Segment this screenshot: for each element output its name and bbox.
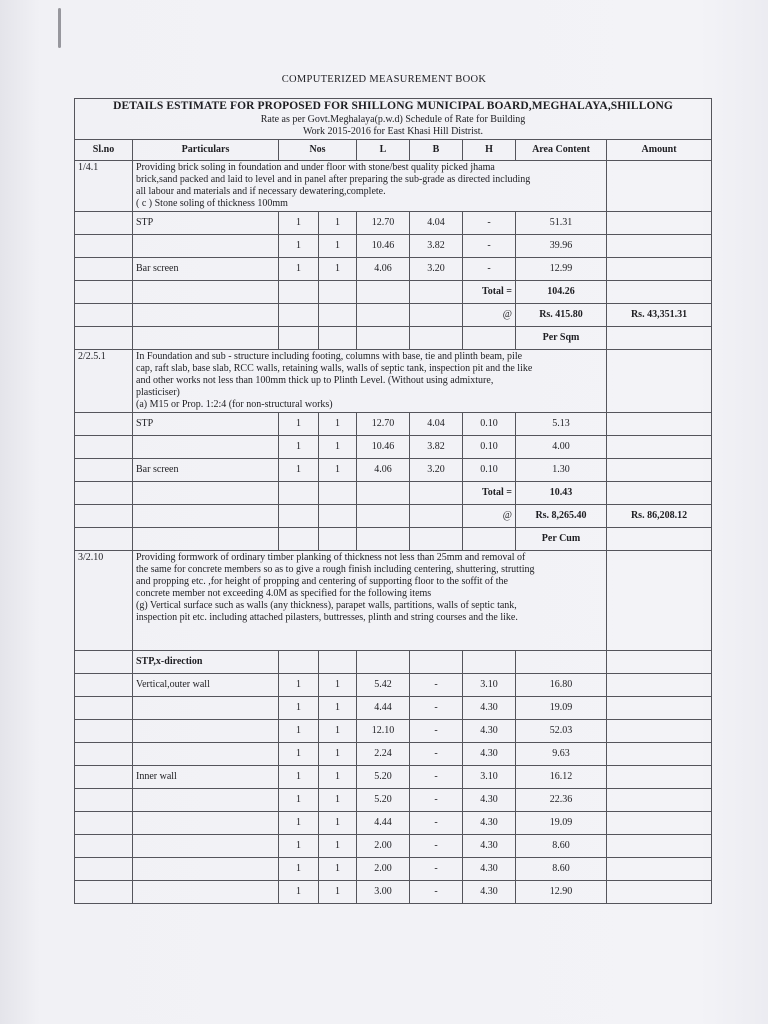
row-amount — [607, 257, 712, 280]
blank-cell — [410, 326, 463, 349]
nos-multiplier: 1 — [319, 435, 357, 458]
blank-cell — [410, 280, 463, 303]
item-amount-blank — [607, 550, 712, 650]
row-amount — [607, 788, 712, 811]
length-value: 4.06 — [357, 257, 410, 280]
row-amount — [607, 834, 712, 857]
nos-multiplier: 1 — [319, 742, 357, 765]
height-value: 4.30 — [463, 696, 516, 719]
nos-count: 1 — [279, 811, 319, 834]
measurement-table — [74, 98, 712, 904]
area-content-value: 19.09 — [516, 696, 607, 719]
blank-cell — [319, 527, 357, 550]
nos-count: 1 — [279, 857, 319, 880]
nos-multiplier: 1 — [319, 412, 357, 435]
description-line: In Foundation and sub - structure including footing, columns with base, tie and plinth beam, pile — [136, 350, 523, 362]
blank-cell — [75, 481, 133, 504]
blank-cell — [357, 527, 410, 550]
breadth-value: - — [410, 811, 463, 834]
blank-cell — [463, 326, 516, 349]
area-content-value: 12.99 — [516, 257, 607, 280]
nos-multiplier: 1 — [319, 458, 357, 481]
nos-multiplier: 1 — [319, 788, 357, 811]
item-serial-number: 2/2.5.1 — [75, 349, 133, 412]
blank-cell — [357, 303, 410, 326]
nos-count: 1 — [279, 211, 319, 234]
description-line: and propping etc. ,for height of propping and centering of supporting floor to the soffit of the — [136, 575, 508, 587]
height-value: - — [463, 234, 516, 257]
blank-cell — [279, 527, 319, 550]
rate-value: Rs. 8,265.40 — [516, 504, 607, 527]
area-content-value: 8.60 — [516, 834, 607, 857]
blank-cell — [133, 481, 279, 504]
blank-cell — [357, 504, 410, 527]
blank-cell — [410, 650, 463, 673]
page-header: COMPUTERIZED MEASUREMENT BOOK — [281, 74, 487, 85]
measurement-row — [75, 458, 712, 481]
blank-cell — [279, 650, 319, 673]
measurement-row — [75, 880, 712, 903]
blank-cell — [279, 280, 319, 303]
description-line: inspection pit etc. including attached pilasters, buttresses, plinth and string courses and the like. — [136, 611, 518, 623]
nos-multiplier: 1 — [319, 211, 357, 234]
measurement-row — [75, 211, 712, 234]
blank-cell — [357, 326, 410, 349]
nos-multiplier: 1 — [319, 234, 357, 257]
measurement-row — [75, 435, 712, 458]
slno-blank — [75, 880, 133, 903]
blank-cell — [410, 481, 463, 504]
row-amount — [607, 880, 712, 903]
measurement-row — [75, 765, 712, 788]
breadth-value: 3.20 — [410, 458, 463, 481]
breadth-value: - — [410, 719, 463, 742]
row-label — [133, 696, 279, 719]
item-description — [133, 160, 607, 211]
description-line: (a) M15 or Prop. 1:2:4 (for non-structural works) — [136, 398, 333, 410]
slno-blank — [75, 788, 133, 811]
area-content-value: 16.80 — [516, 673, 607, 696]
nos-multiplier: 1 — [319, 765, 357, 788]
row-label — [133, 857, 279, 880]
row-amount — [607, 696, 712, 719]
measurement-row — [75, 257, 712, 280]
description-line: cap, raft slab, base slab, RCC walls, retaining walls, walls of septic tank, inspection pit and the like — [136, 362, 533, 374]
breadth-value: - — [410, 880, 463, 903]
area-content-value: 5.13 — [516, 412, 607, 435]
blank-cell — [133, 527, 279, 550]
blank-cell — [75, 280, 133, 303]
breadth-value: - — [410, 673, 463, 696]
row-amount — [607, 458, 712, 481]
item-serial-number: 1/4.1 — [75, 160, 133, 211]
blank-cell — [75, 326, 133, 349]
height-value: 0.10 — [463, 435, 516, 458]
nos-count: 1 — [279, 412, 319, 435]
breadth-value: 4.04 — [410, 211, 463, 234]
height-value: 3.10 — [463, 673, 516, 696]
slno-blank — [75, 834, 133, 857]
area-content-value: 9.63 — [516, 742, 607, 765]
total-label: Total = — [463, 481, 516, 504]
col-h: H — [463, 139, 516, 160]
blank-cell — [133, 303, 279, 326]
row-amount — [607, 435, 712, 458]
item-description-row — [75, 349, 712, 412]
height-value: - — [463, 211, 516, 234]
blank-cell — [75, 504, 133, 527]
breadth-value: 4.04 — [410, 412, 463, 435]
nos-count: 1 — [279, 742, 319, 765]
blank-cell — [279, 504, 319, 527]
area-content-value: 1.30 — [516, 458, 607, 481]
nos-multiplier: 1 — [319, 719, 357, 742]
row-amount — [607, 412, 712, 435]
pen-mark — [58, 8, 61, 48]
blank-cell — [410, 527, 463, 550]
description-line: the same for concrete members so as to give a rough finish including centering, shuttering, strutting — [136, 563, 535, 575]
nos-multiplier: 1 — [319, 696, 357, 719]
unit-row — [75, 326, 712, 349]
item-amount: Rs. 43,351.31 — [607, 303, 712, 326]
nos-multiplier: 1 — [319, 257, 357, 280]
length-value: 12.70 — [357, 211, 410, 234]
slno-blank — [75, 673, 133, 696]
blank-cell — [319, 326, 357, 349]
description-line: plasticiser) — [136, 386, 180, 398]
blank-cell — [279, 303, 319, 326]
breadth-value: - — [410, 857, 463, 880]
nos-multiplier: 1 — [319, 811, 357, 834]
length-value: 2.24 — [357, 742, 410, 765]
blank-cell — [607, 650, 712, 673]
nos-count: 1 — [279, 880, 319, 903]
rate-unit: Per Sqm — [516, 326, 607, 349]
blank-cell — [410, 303, 463, 326]
length-value: 4.06 — [357, 458, 410, 481]
slno-blank — [75, 696, 133, 719]
height-value: 4.30 — [463, 857, 516, 880]
blank-cell — [463, 650, 516, 673]
row-label — [133, 719, 279, 742]
row-amount — [607, 234, 712, 257]
item-description — [133, 349, 607, 412]
breadth-value: 3.82 — [410, 234, 463, 257]
row-label — [133, 234, 279, 257]
col-b: B — [410, 139, 463, 160]
row-amount — [607, 211, 712, 234]
nos-count: 1 — [279, 435, 319, 458]
length-value: 10.46 — [357, 234, 410, 257]
description-line: ( c ) Stone soling of thickness 100mm — [136, 197, 288, 209]
slno-blank — [75, 234, 133, 257]
measurement-row — [75, 412, 712, 435]
slno-blank — [75, 211, 133, 234]
total-value: 10.43 — [516, 481, 607, 504]
breadth-value: - — [410, 696, 463, 719]
measurement-row — [75, 834, 712, 857]
breadth-value: - — [410, 742, 463, 765]
amount-blank — [607, 280, 712, 303]
slno-blank — [75, 811, 133, 834]
description-line: all labour and materials and if necessary dewatering,complete. — [136, 185, 386, 197]
at-label: @ — [463, 303, 516, 326]
blank-cell — [75, 303, 133, 326]
height-value: 0.10 — [463, 412, 516, 435]
area-content-value: 39.96 — [516, 234, 607, 257]
area-content-value: 19.09 — [516, 811, 607, 834]
area-content-value: 4.00 — [516, 435, 607, 458]
nos-count: 1 — [279, 834, 319, 857]
height-value: 4.30 — [463, 880, 516, 903]
slno-blank — [75, 412, 133, 435]
blank-cell — [357, 481, 410, 504]
unit-row — [75, 527, 712, 550]
row-amount — [607, 673, 712, 696]
blank-cell — [279, 326, 319, 349]
blank-cell — [319, 303, 357, 326]
col-particulars: Particulars — [133, 139, 279, 160]
nos-multiplier: 1 — [319, 834, 357, 857]
blank-cell — [319, 481, 357, 504]
measurement-row — [75, 857, 712, 880]
description-line: Providing formwork of ordinary timber planking of thickness not less than 25mm and removal of — [136, 551, 526, 563]
blank-cell — [319, 280, 357, 303]
amount-blank — [607, 326, 712, 349]
area-content-value: 22.36 — [516, 788, 607, 811]
blank-cell — [133, 504, 279, 527]
nos-count: 1 — [279, 673, 319, 696]
blank-cell — [410, 504, 463, 527]
area-content-value: 12.90 — [516, 880, 607, 903]
length-value: 2.00 — [357, 834, 410, 857]
measurement-row — [75, 696, 712, 719]
length-value: 5.42 — [357, 673, 410, 696]
blank-cell — [516, 650, 607, 673]
blank-cell — [133, 280, 279, 303]
row-label — [133, 742, 279, 765]
breadth-value: 3.20 — [410, 257, 463, 280]
slno-blank — [75, 857, 133, 880]
length-value: 4.44 — [357, 811, 410, 834]
description-line: concrete member not exceeding 4.0M as specified for the following items — [136, 587, 432, 599]
blank-cell — [75, 527, 133, 550]
nos-count: 1 — [279, 234, 319, 257]
length-value: 2.00 — [357, 857, 410, 880]
row-label: STP — [133, 211, 279, 234]
breadth-value: - — [410, 788, 463, 811]
height-value: 4.30 — [463, 742, 516, 765]
area-content-value: 51.31 — [516, 211, 607, 234]
measurement-row — [75, 234, 712, 257]
blank-cell — [319, 504, 357, 527]
slno-blank — [75, 650, 133, 673]
length-value: 12.10 — [357, 719, 410, 742]
height-value: 4.30 — [463, 834, 516, 857]
row-label — [133, 435, 279, 458]
breadth-value: - — [410, 834, 463, 857]
row-label: Vertical,outer wall — [133, 673, 279, 696]
description-line: and other works not less than 100mm thick up to Plinth Level. (Without using admixture, — [136, 374, 494, 386]
item-description-row — [75, 550, 712, 650]
row-label: STP — [133, 412, 279, 435]
total-row — [75, 280, 712, 303]
measurement-row — [75, 742, 712, 765]
col-area-content: Area Content — [516, 139, 607, 160]
row-amount — [607, 857, 712, 880]
amount-blank — [607, 527, 712, 550]
nos-count: 1 — [279, 257, 319, 280]
slno-blank — [75, 458, 133, 481]
rate-unit: Per Cum — [516, 527, 607, 550]
row-label — [133, 788, 279, 811]
rate-row — [75, 504, 712, 527]
slno-blank — [75, 719, 133, 742]
breadth-value: - — [410, 765, 463, 788]
height-value: 0.10 — [463, 458, 516, 481]
nos-count: 1 — [279, 719, 319, 742]
row-label — [133, 880, 279, 903]
length-value: 3.00 — [357, 880, 410, 903]
description-line: brick,sand packed and laid to level and in panel after preparing the sub-grade as directed including — [136, 173, 531, 185]
row-amount — [607, 719, 712, 742]
slno-blank — [75, 257, 133, 280]
measurement-row — [75, 788, 712, 811]
measurement-row — [75, 673, 712, 696]
nos-count: 1 — [279, 458, 319, 481]
row-amount — [607, 742, 712, 765]
blank-cell — [463, 527, 516, 550]
item-amount-blank — [607, 160, 712, 211]
height-value: - — [463, 257, 516, 280]
blank-cell — [319, 650, 357, 673]
description-line: (g) Vertical surface such as walls (any thickness), parapet walls, partitions, walls of septic tank, — [136, 599, 517, 611]
nos-multiplier: 1 — [319, 673, 357, 696]
column-header-row — [75, 139, 712, 160]
length-value: 5.20 — [357, 788, 410, 811]
nos-count: 1 — [279, 696, 319, 719]
nos-multiplier: 1 — [319, 880, 357, 903]
area-content-value: 8.60 — [516, 857, 607, 880]
height-value: 4.30 — [463, 811, 516, 834]
row-label: Inner wall — [133, 765, 279, 788]
row-label — [133, 834, 279, 857]
amount-blank — [607, 481, 712, 504]
nos-count: 1 — [279, 765, 319, 788]
col-slno: Sl.no — [75, 139, 133, 160]
rate-row — [75, 303, 712, 326]
description-line: Providing brick soling in foundation and under floor with stone/best quality picked jhama — [136, 161, 495, 173]
item-amount-blank — [607, 349, 712, 412]
col-l: L — [357, 139, 410, 160]
height-value: 4.30 — [463, 788, 516, 811]
length-value: 12.70 — [357, 412, 410, 435]
blank-cell — [279, 481, 319, 504]
item-description — [133, 550, 607, 650]
height-value: 3.10 — [463, 765, 516, 788]
total-value: 104.26 — [516, 280, 607, 303]
col-nos: Nos — [279, 139, 357, 160]
total-row — [75, 481, 712, 504]
row-label: Bar screen — [133, 257, 279, 280]
item-amount: Rs. 86,208.12 — [607, 504, 712, 527]
slno-blank — [75, 765, 133, 788]
estimate-title-main: DETAILS ESTIMATE FOR PROPOSED FOR SHILLONG MUNICIPAL BOARD,MEGHALAYA,SHILLONG — [113, 100, 673, 112]
total-label: Total = — [463, 280, 516, 303]
measurement-row — [75, 811, 712, 834]
estimate-title-work: Work 2015-2016 for East Khasi Hill Distrist. — [303, 125, 484, 137]
row-amount — [607, 765, 712, 788]
nos-multiplier: 1 — [319, 857, 357, 880]
area-content-value: 16.12 — [516, 765, 607, 788]
row-amount — [607, 811, 712, 834]
area-content-value: 52.03 — [516, 719, 607, 742]
slno-blank — [75, 435, 133, 458]
length-value: 4.44 — [357, 696, 410, 719]
item-description-row — [75, 160, 712, 211]
measurement-row — [75, 719, 712, 742]
estimate-title-rate: Rate as per Govt.Meghalaya(p.w.d) Schedule of Rate for Building — [260, 113, 526, 125]
sub-heading-row — [75, 650, 712, 673]
at-label: @ — [463, 504, 516, 527]
blank-cell — [133, 326, 279, 349]
row-label: Bar screen — [133, 458, 279, 481]
length-value: 10.46 — [357, 435, 410, 458]
estimate-title — [75, 99, 712, 140]
blank-cell — [357, 650, 410, 673]
item-serial-number: 3/2.10 — [75, 550, 133, 650]
breadth-value: 3.82 — [410, 435, 463, 458]
blank-cell — [357, 280, 410, 303]
nos-count: 1 — [279, 788, 319, 811]
height-value: 4.30 — [463, 719, 516, 742]
sub-heading: STP,x-direction — [133, 650, 279, 673]
col-amount: Amount — [607, 139, 712, 160]
slno-blank — [75, 742, 133, 765]
length-value: 5.20 — [357, 765, 410, 788]
rate-value: Rs. 415.80 — [516, 303, 607, 326]
row-label — [133, 811, 279, 834]
